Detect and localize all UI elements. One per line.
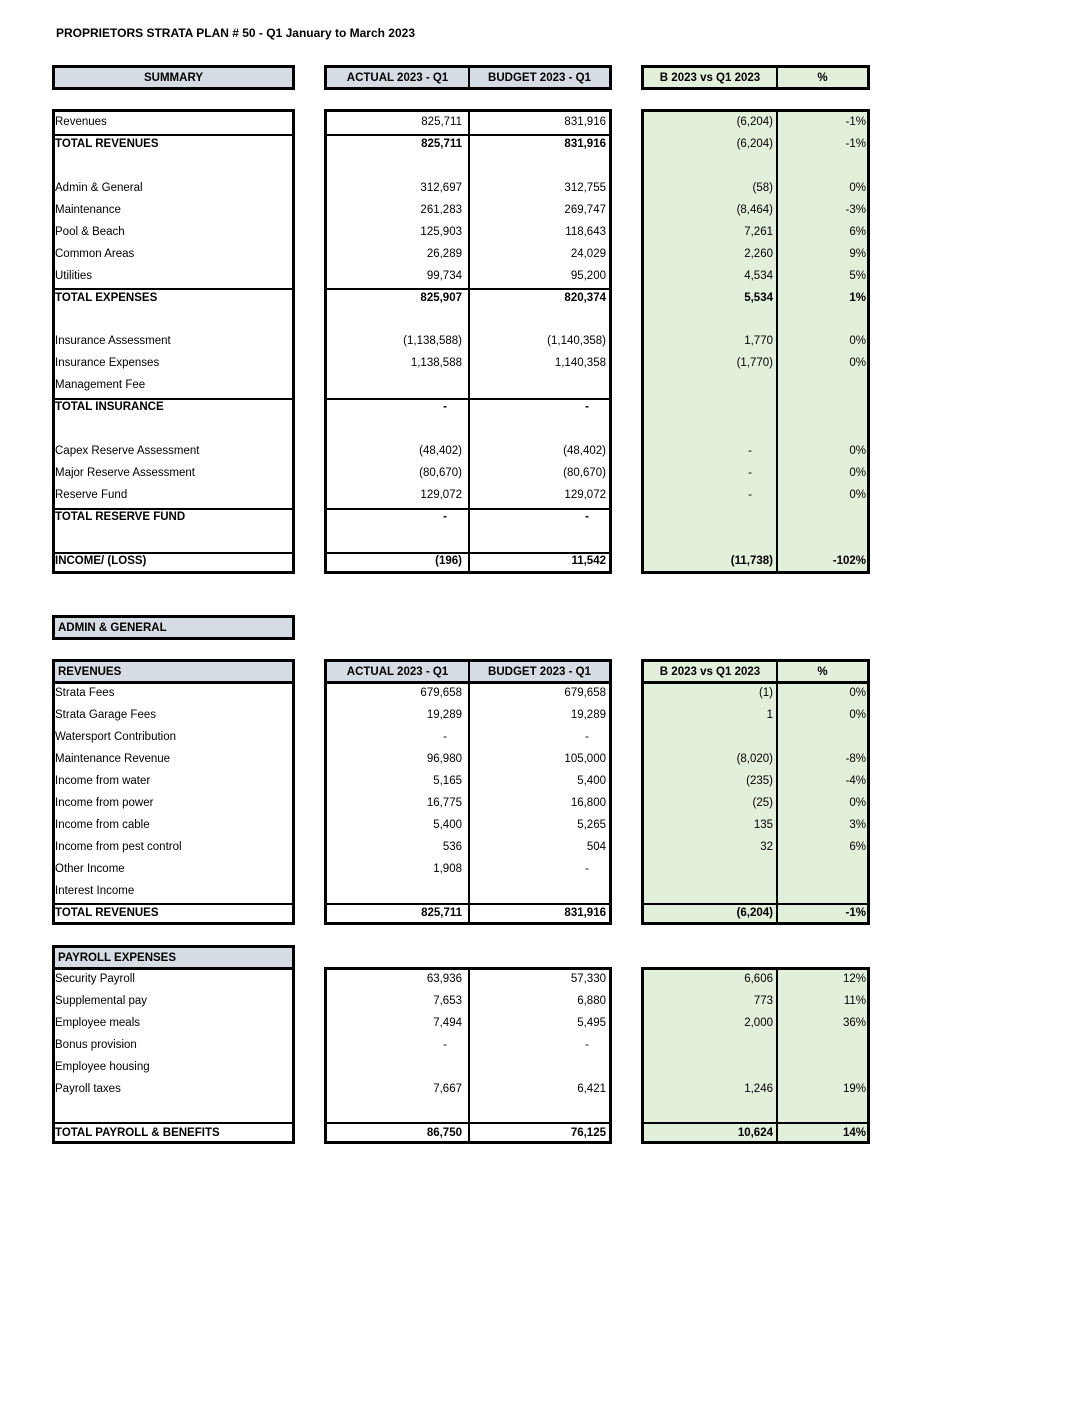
payroll-section-title: PAYROLL EXPENSES bbox=[58, 951, 177, 964]
admin-budget-header: BUDGET 2023 - Q1 bbox=[488, 665, 591, 678]
summary-variance-header bbox=[641, 65, 870, 90]
admin-percent-label: % bbox=[817, 665, 828, 678]
admin-section-header bbox=[52, 615, 295, 640]
summary-values-header bbox=[324, 65, 612, 90]
revenues-header: REVENUES bbox=[58, 665, 122, 678]
variance-header: B 2023 vs Q1 2023 bbox=[659, 71, 761, 84]
actual-header: ACTUAL 2023 - Q1 bbox=[346, 71, 449, 84]
admin-section-title: ADMIN & GENERAL bbox=[58, 621, 167, 634]
summary-header-box bbox=[52, 65, 295, 90]
summary-header: SUMMARY bbox=[144, 71, 203, 84]
admin-actual-header: ACTUAL 2023 - Q1 bbox=[346, 665, 449, 678]
percent-header: % bbox=[817, 71, 828, 84]
page-title: PROPRIETORS STRATA PLAN # 50 - Q1 January to March 2023 bbox=[56, 26, 415, 40]
budget-header: BUDGET 2023 - Q1 bbox=[488, 71, 591, 84]
admin-variance-label: B 2023 vs Q1 2023 bbox=[659, 665, 761, 678]
